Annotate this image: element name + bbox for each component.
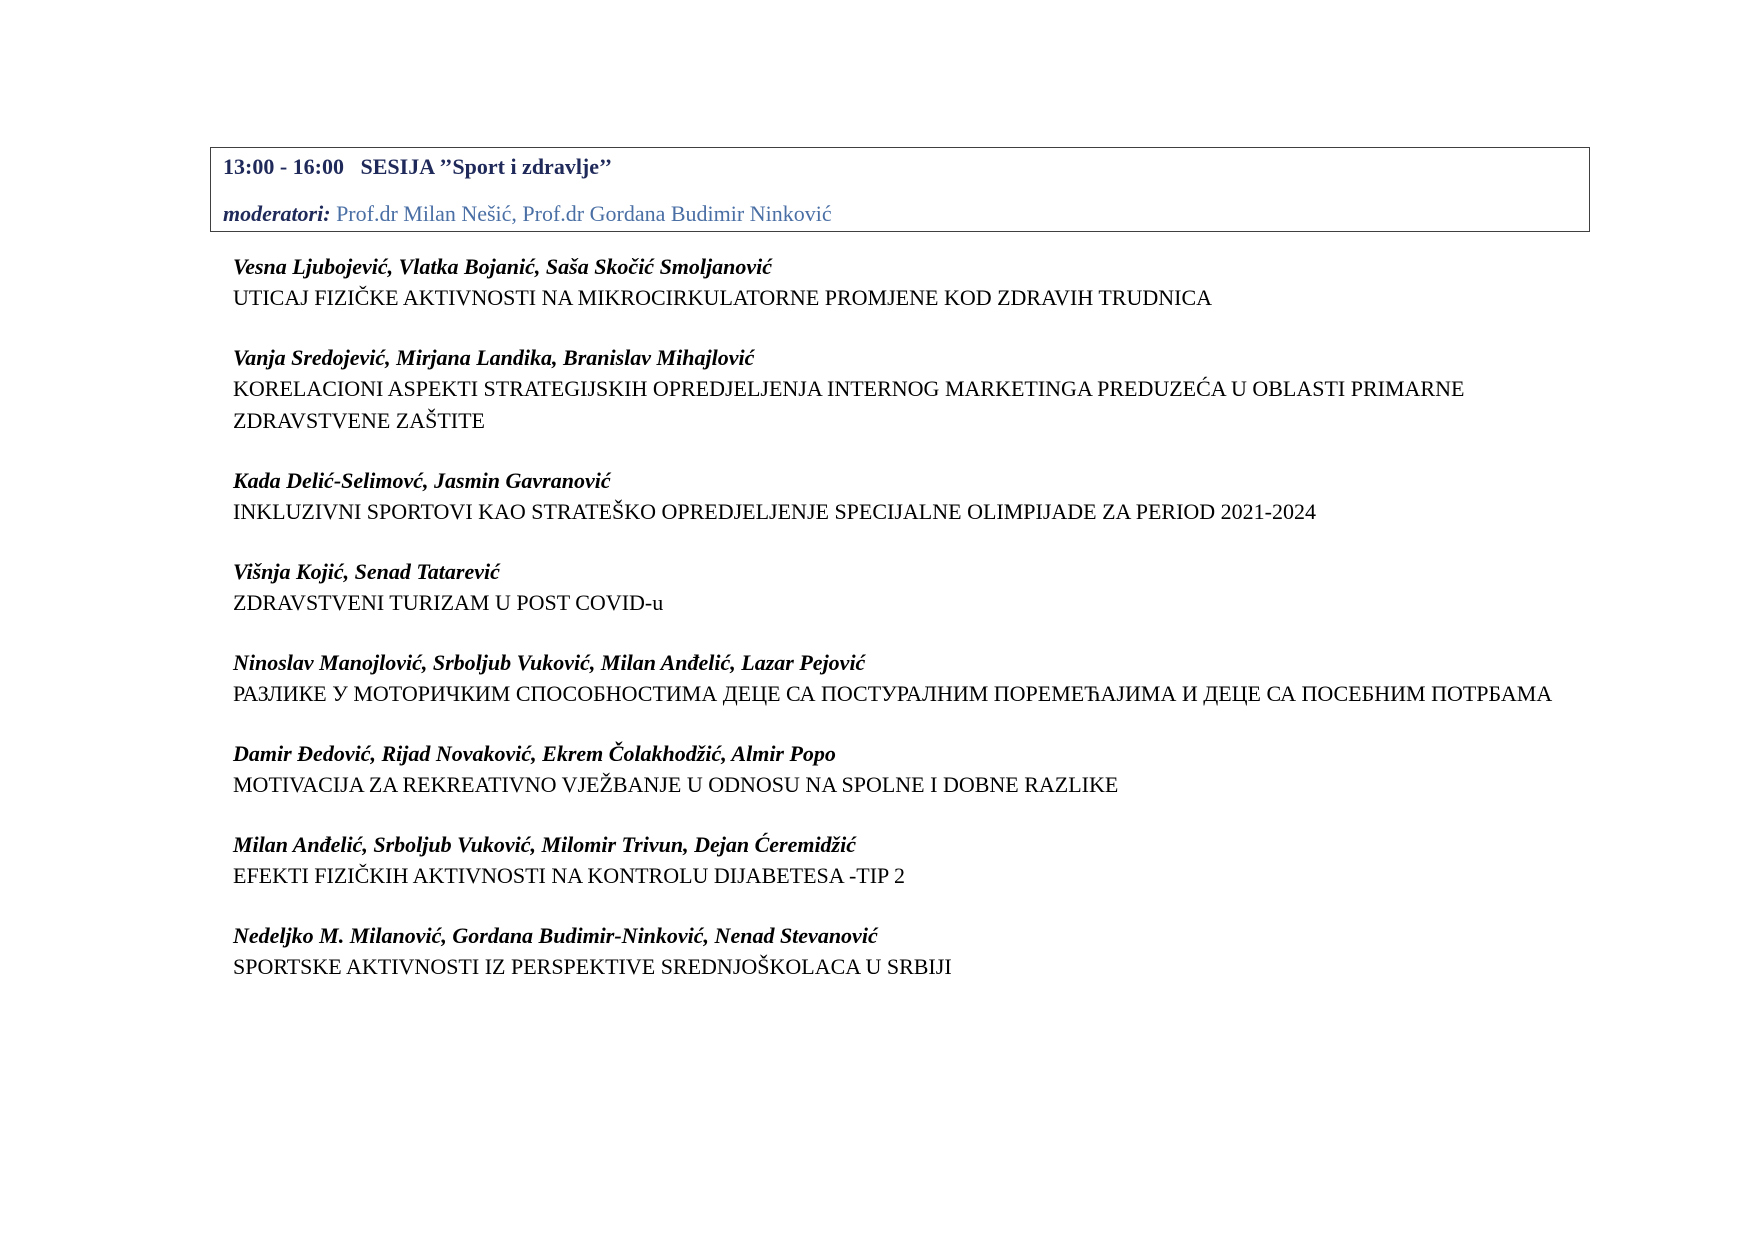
session-title: [223, 154, 612, 180]
paper-title: РАЗЛИКЕ У МОТОРИЧКИМ СПОСОБНОСТИМА ДЕЦЕ СА ПОСТУРАЛНИМ ПОРЕМЕЋАЈИМА И ДЕЦЕ СА ПОСЕБНИМ ПОТРБАМА: [233, 681, 1553, 706]
paper-title: INKLUZIVNI SPORTOVI KAO STRATEŠKO OPREDJELJENJE SPECIJALNE OLIMPIJADE ZA PERIOD 2021-2024: [233, 499, 1317, 524]
paper-title: SPORTSKE AKTIVNOSTI IZ PERSPEKTIVE SREDNJOŠKOLACA U SRBIJI: [233, 954, 952, 979]
paper-authors: Vesna Ljubojević, Vlatka Bojanić, Saša Skočić Smoljanović: [233, 254, 773, 279]
paper-item: [233, 343, 1573, 437]
paper-authors: Višnja Kojić, Senad Tatarević: [233, 559, 500, 584]
paper-authors: Damir Đedović, Rijad Novaković, Ekrem Čolakhodžić, Almir Popo: [233, 741, 836, 766]
paper-item: [233, 557, 1573, 619]
paper-authors: Kada Delić-Selimovć, Jasmin Gavranović: [233, 468, 611, 493]
moderators-names: Prof.dr Milan Nešić, Prof.dr Gordana Budimir Ninković: [336, 201, 832, 226]
paper-item: [233, 921, 1573, 983]
paper-title: ZDRAVSTVENI TURIZAM U POST COVID-u: [233, 590, 664, 615]
paper-title: EFEKTI FIZIČKIH AKTIVNOSTI NA KONTROLU DIJABETESA -TIP 2: [233, 863, 905, 888]
paper-item: [233, 252, 1573, 314]
paper-item: [233, 739, 1573, 801]
paper-authors: Nedeljko M. Milanović, Gordana Budimir-Ninković, Nenad Stevanović: [233, 923, 878, 948]
paper-item: [233, 648, 1573, 710]
paper-item: [233, 830, 1573, 892]
paper-title: MOTIVACIJA ZA REKREATIVNO VJEŽBANJE U ODNOSU NA SPOLNE I DOBNE RAZLIKE: [233, 772, 1119, 797]
paper-item: [233, 466, 1573, 528]
paper-authors: Ninoslav Manojlović, Srboljub Vuković, Milan Anđelić, Lazar Pejović: [233, 650, 866, 675]
session-moderators: [223, 201, 832, 227]
paper-authors: Vanja Sredojević, Mirjana Landika, Branislav Mihajlović: [233, 345, 755, 370]
session-name: SESIJA ’’Sport i zdravlje’’: [360, 154, 613, 179]
paper-title: UTICAJ FIZIČKE AKTIVNOSTI NA MIKROCIRKULATORNE PROMJENE KOD ZDRAVIH TRUDNICA: [233, 285, 1213, 310]
session-header: [210, 147, 1590, 232]
paper-authors: Milan Anđelić, Srboljub Vuković, Milomir Trivun, Dejan Ćeremidžić: [233, 832, 856, 857]
paper-list: [233, 252, 1573, 1012]
moderators-label: moderatori:: [223, 201, 331, 226]
paper-title: KORELACIONI ASPEKTI STRATEGIJSKIH OPREDJELJENJA INTERNOG MARKETINGA PREDUZEĆA U OBLASTI PRIMARNE ZDRAVSTVENE ZAŠTITE: [233, 376, 1465, 433]
session-time: 13:00 - 16:00: [223, 154, 344, 179]
